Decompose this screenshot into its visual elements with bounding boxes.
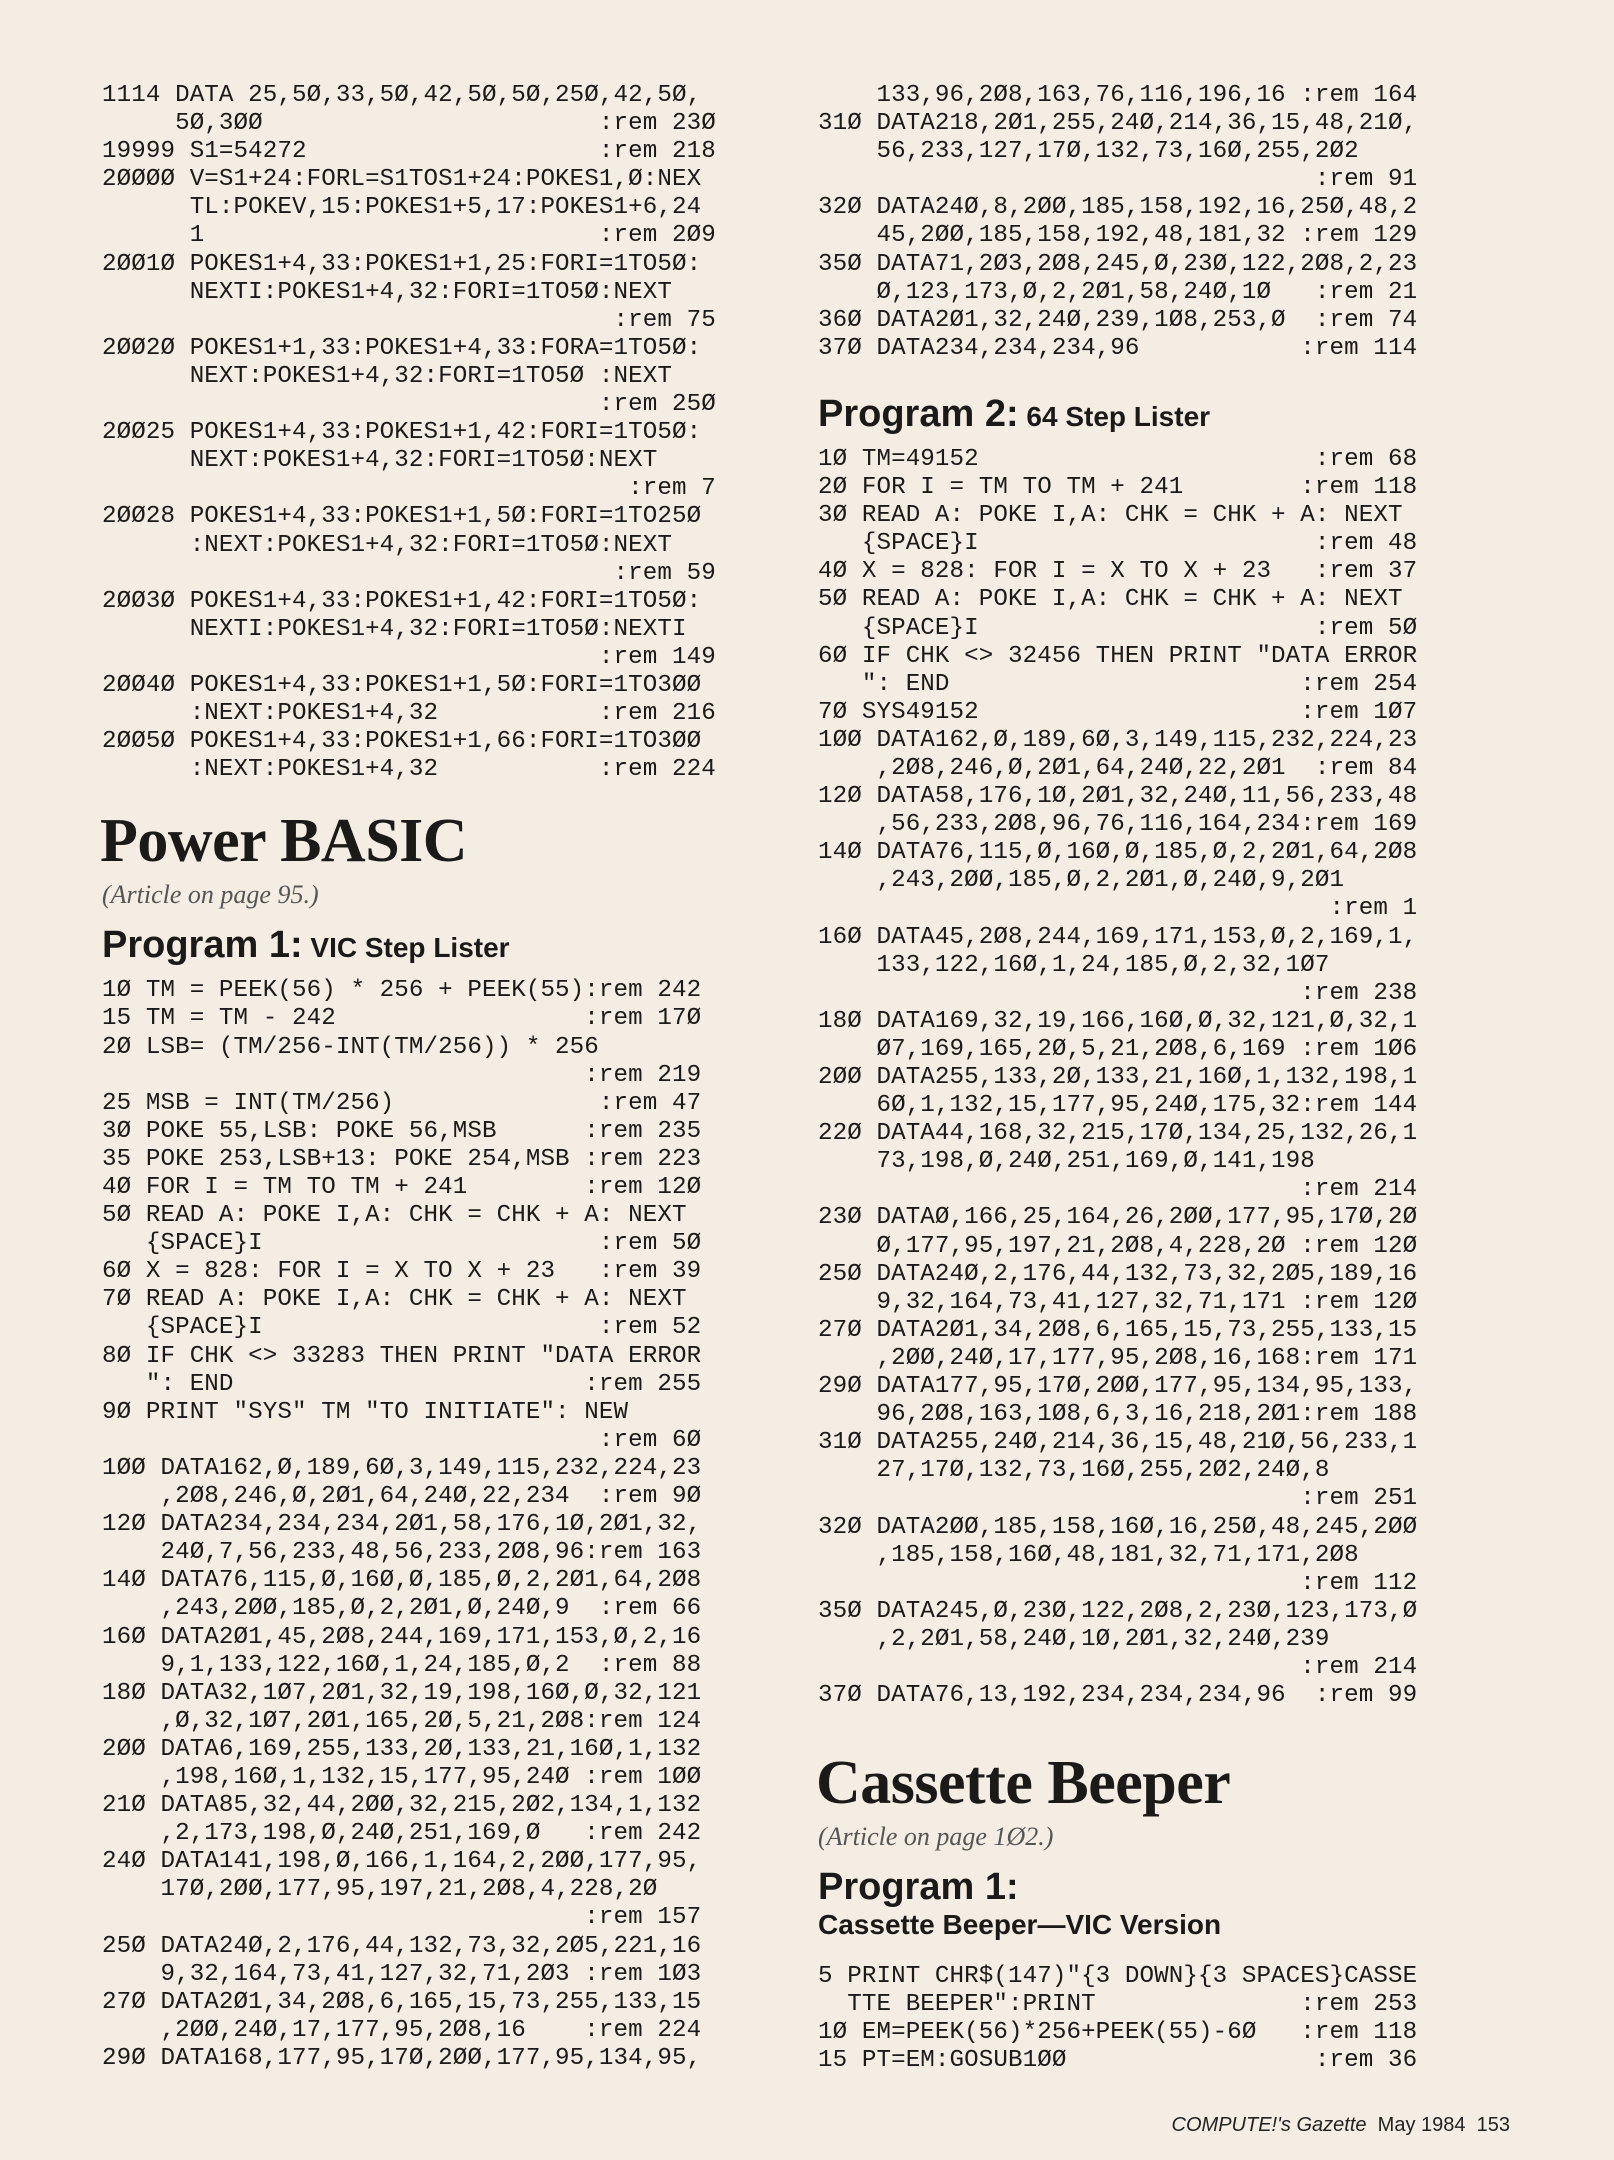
- code-line: 12Ø DATA234,234,234,2Ø1,58,176,1Ø,2Ø1,32,: [102, 1511, 702, 1539]
- code-line: 25Ø DATA24Ø,2,176,44,132,73,32,2Ø5,221,16: [102, 1932, 702, 1960]
- code-line: 1ØØ DATA162,Ø,189,6Ø,3,149,115,232,224,23: [102, 1454, 702, 1482]
- code-line: :rem 238: [818, 979, 1418, 1007]
- code-line: 16Ø DATA45,2Ø8,244,169,171,153,Ø,2,169,1,: [818, 923, 1418, 951]
- code-line: 27,17Ø,132,73,16Ø,255,2Ø2,24Ø,8: [818, 1457, 1330, 1485]
- code-line: 7Ø READ A: POKE I,A: CHK = CHK + A: NEXT: [102, 1286, 687, 1314]
- code-line: {SPACE}I :rem 5Ø: [818, 614, 1418, 642]
- section-title-cassette-beeper: Cassette Beeper: [816, 1749, 1231, 1818]
- code-line: 96,2Ø8,163,1Ø8,6,3,16,218,2Ø1:rem 188: [818, 1401, 1418, 1429]
- code-line: 133,96,2Ø8,163,76,116,196,16 :rem 164: [818, 82, 1418, 109]
- code-line: 37Ø DATA234,234,234,96 :rem 114: [818, 334, 1418, 362]
- code-line: 35Ø DATA71,2Ø3,2Ø8,245,Ø,23Ø,122,2Ø8,2,23: [818, 250, 1418, 278]
- code-line: 21Ø DATA85,32,44,2ØØ,32,215,2Ø2,134,1,132: [102, 1792, 702, 1820]
- code-line: ,198,16Ø,1,132,15,177,95,24Ø :rem 1ØØ: [102, 1763, 702, 1791]
- code-line: ,243,2ØØ,185,Ø,2,2Ø1,Ø,24Ø,9 :rem 66: [102, 1595, 702, 1623]
- code-line: :rem 214: [818, 1653, 1418, 1681]
- code-line: 2ØØ25 POKES1+4,33:POKES1+1,42:FORI=1TO5Ø:: [102, 419, 702, 447]
- code-line: 1ØØ DATA162,Ø,189,6Ø,3,149,115,232,224,23: [818, 726, 1418, 754]
- code-line: 9,32,164,73,41,127,32,71,2Ø3 :rem 1Ø3: [102, 1960, 702, 1988]
- code-line: :rem 149: [102, 643, 716, 671]
- code-line: ,185,158,16Ø,48,181,32,71,171,2Ø8: [818, 1541, 1359, 1569]
- program-heading: [818, 1866, 1512, 1909]
- code-listing-cassette-beeper: [818, 1963, 1512, 2075]
- code-line: 2ØØ DATA255,133,2Ø,133,21,16Ø,1,132,198,1: [818, 1064, 1418, 1091]
- code-line: 35Ø DATA245,Ø,23Ø,122,2Ø8,2,23Ø,123,173,Ø: [818, 1597, 1418, 1625]
- section-title-power-basic: Power BASIC: [100, 807, 468, 876]
- program-label: Program 1:: [818, 1866, 1019, 1909]
- code-line: 2ØØ3Ø POKES1+4,33:POKES1+1,42:FORI=1TO5Ø:: [102, 587, 702, 615]
- code-line: 16Ø DATA2Ø1,45,2Ø8,244,169,171,153,Ø,2,16: [102, 1623, 702, 1651]
- code-line: Ø7,169,165,2Ø,5,21,2Ø8,6,169 :rem 1Ø6: [818, 1035, 1418, 1063]
- code-line: NEXTI:POKES1+4,32:FORI=1TO5Ø:NEXT: [102, 278, 672, 306]
- code-line: ,2ØØ,24Ø,17,177,95,2Ø8,16,168:rem 171: [818, 1344, 1418, 1372]
- code-line: 5Ø,3ØØ :rem 23Ø: [102, 110, 716, 138]
- code-line: ,2,173,198,Ø,24Ø,251,169,Ø :rem 242: [102, 1820, 702, 1848]
- code-line: 25Ø DATA24Ø,2,176,44,132,73,32,2Ø5,189,16: [818, 1260, 1418, 1288]
- code-line: :rem 25Ø: [102, 391, 716, 419]
- code-line: 2Ø LSB= (TM/256-INT(TM/256)) * 256: [102, 1033, 599, 1061]
- code-line: ,2,2Ø1,58,24Ø,1Ø,2Ø1,32,24Ø,239: [818, 1625, 1330, 1653]
- program-heading: [102, 924, 786, 967]
- code-listing-continued: [102, 82, 786, 784]
- code-line: Ø,177,95,197,21,2Ø8,4,228,2Ø :rem 12Ø: [818, 1232, 1418, 1260]
- code-line: 2ØØ5Ø POKES1+4,33:POKES1+1,66:FORI=1TO3ØØ: [102, 728, 702, 756]
- left-column: [102, 82, 786, 2073]
- code-line: 27Ø DATA2Ø1,34,2Ø8,6,165,15,73,255,133,15: [102, 1988, 702, 2016]
- code-line: 2ØØ DATA6,169,255,133,2Ø,133,21,16Ø,1,132: [102, 1735, 702, 1763]
- program-name: VIC Step Lister: [302, 932, 510, 964]
- code-line: 1Ø TM=49152 :rem 68: [818, 445, 1418, 473]
- code-line: :NEXT:POKES1+4,32 :rem 216: [102, 700, 716, 728]
- code-line: 133,122,16Ø,1,24,185,Ø,2,32,1Ø7: [818, 951, 1330, 979]
- code-line: ,Ø,32,1Ø7,2Ø1,165,2Ø,5,21,2Ø8:rem 124: [102, 1707, 702, 1735]
- code-line: :rem 75: [102, 306, 716, 334]
- code-line: 73,198,Ø,24Ø,251,169,Ø,141,198: [818, 1148, 1315, 1176]
- code-line: ,56,233,2Ø8,96,76,116,164,234:rem 169: [818, 811, 1418, 839]
- code-line: 24Ø DATA141,198,Ø,166,1,164,2,2ØØ,177,95,: [102, 1848, 702, 1876]
- code-line: 2ØØ4Ø POKES1+4,33:POKES1+1,5Ø:FORI=1TO3ØØ: [102, 671, 702, 699]
- code-line: 32Ø DATA24Ø,8,2ØØ,185,158,192,16,25Ø,48,2: [818, 194, 1418, 222]
- code-line: TTE BEEPER":PRINT :rem 253: [818, 1991, 1418, 2019]
- code-line: 9Ø PRINT "SYS" TM "TO INITIATE": NEW: [102, 1398, 629, 1426]
- code-line: Ø,123,173,Ø,2,2Ø1,58,24Ø,1Ø :rem 21: [818, 278, 1418, 306]
- program-label: Program 2:: [818, 392, 1019, 435]
- code-line: 3Ø READ A: POKE I,A: CHK = CHK + A: NEXT: [818, 502, 1403, 530]
- code-line: 27Ø DATA2Ø1,34,2Ø8,6,165,15,73,255,133,15: [818, 1316, 1418, 1344]
- code-line: 1 :rem 2Ø9: [102, 222, 716, 250]
- code-line: 24Ø,7,56,233,48,56,233,2Ø8,96:rem 163: [102, 1539, 702, 1567]
- article-reference: (Article on page 1Ø2.): [818, 1822, 1054, 1852]
- code-line: 9,1,133,122,16Ø,1,24,185,Ø,2 :rem 88: [102, 1651, 702, 1679]
- right-column: [818, 82, 1512, 2076]
- code-line: :rem 1: [818, 895, 1418, 923]
- code-line: 5Ø READ A: POKE I,A: CHK = CHK + A: NEXT: [102, 1202, 687, 1230]
- code-line: {SPACE}I :rem 52: [102, 1314, 702, 1342]
- code-line: :rem 214: [818, 1176, 1418, 1204]
- code-line: NEXT:POKES1+4,32:FORI=1TO5Ø :NEXT: [102, 362, 672, 390]
- code-line: 37Ø DATA76,13,192,234,234,234,96 :rem 99: [818, 1682, 1418, 1710]
- code-line: 18Ø DATA32,1Ø7,2Ø1,32,19,198,16Ø,Ø,32,121: [102, 1679, 702, 1707]
- code-line: 19999 S1=54272 :rem 218: [102, 138, 716, 166]
- code-line: 56,233,127,17Ø,132,73,16Ø,255,2Ø2: [818, 138, 1359, 166]
- code-line: :rem 6Ø: [102, 1426, 702, 1454]
- code-line: 35 POKE 253,LSB+13: POKE 254,MSB :rem 223: [102, 1145, 702, 1173]
- code-listing-vic-step-lister: [102, 977, 786, 2073]
- code-line: 7Ø SYS49152 :rem 1Ø7: [818, 698, 1418, 726]
- code-line: 6Ø IF CHK <> 32456 THEN PRINT "DATA ERROR: [818, 642, 1418, 670]
- code-line: 2ØØ1Ø POKES1+4,33:POKES1+1,25:FORI=1TO5Ø:: [102, 250, 702, 278]
- code-line: 15 PT=EM:GOSUB1ØØ :rem 36: [818, 2047, 1418, 2075]
- program-subtitle: Cassette Beeper—VIC Version: [818, 1909, 1222, 1941]
- code-line: 14Ø DATA76,115,Ø,16Ø,Ø,185,Ø,2,2Ø1,64,2Ø8: [102, 1567, 702, 1595]
- code-line: 9,32,164,73,41,127,32,71,171 :rem 12Ø: [818, 1288, 1418, 1316]
- page-footer: [1172, 2114, 1510, 2137]
- code-line: 12Ø DATA58,176,1Ø,2Ø1,32,24Ø,11,56,233,48: [818, 783, 1418, 811]
- code-line: :rem 219: [102, 1061, 702, 1089]
- page-number: 153: [1476, 2114, 1510, 2136]
- code-line: 31Ø DATA218,2Ø1,255,24Ø,214,36,15,48,21Ø,: [818, 110, 1418, 138]
- code-line: :rem 157: [102, 1904, 702, 1932]
- code-line: :rem 59: [102, 559, 716, 587]
- code-line: 15 TM = TM - 242 :rem 17Ø: [102, 1005, 702, 1033]
- code-line: 22Ø DATA44,168,32,215,17Ø,134,25,132,26,1: [818, 1120, 1418, 1148]
- code-line: :rem 251: [818, 1485, 1418, 1513]
- code-line: TL:POKEV,15:POKES1+5,17:POKES1+6,24: [102, 194, 702, 222]
- code-line: 14Ø DATA76,115,Ø,16Ø,Ø,185,Ø,2,2Ø1,64,2Ø8: [818, 839, 1418, 867]
- code-line: NEXTI:POKES1+4,32:FORI=1TO5Ø:NEXTI: [102, 615, 687, 643]
- code-listing-64-step-lister: [818, 446, 1512, 1710]
- code-listing-continued: [818, 82, 1512, 363]
- code-line: 6Ø,1,132,15,177,95,24Ø,175,32:rem 144: [818, 1092, 1418, 1120]
- program-label: Program 1:: [102, 924, 303, 967]
- code-line: ,2Ø8,246,Ø,2Ø1,64,24Ø,22,2Ø1 :rem 84: [818, 754, 1418, 782]
- code-line: 1114 DATA 25,5Ø,33,5Ø,42,5Ø,5Ø,25Ø,42,5Ø,: [102, 82, 702, 109]
- code-line: :rem 112: [818, 1569, 1418, 1597]
- code-line: 2ØØ28 POKES1+4,33:POKES1+1,5Ø:FORI=1TO25Ø: [102, 503, 702, 531]
- code-line: 5Ø READ A: POKE I,A: CHK = CHK + A: NEXT: [818, 586, 1403, 614]
- code-line: 8Ø IF CHK <> 33283 THEN PRINT "DATA ERROR: [102, 1342, 702, 1370]
- code-line: 17Ø,2ØØ,177,95,197,21,2Ø8,4,228,2Ø: [102, 1876, 658, 1904]
- code-line: 45,2ØØ,185,158,192,48,181,32 :rem 129: [818, 222, 1418, 250]
- code-line: 4Ø FOR I = TM TO TM + 241 :rem 12Ø: [102, 1174, 702, 1201]
- code-line: 29Ø DATA177,95,17Ø,2ØØ,177,95,134,95,133,: [818, 1373, 1418, 1401]
- code-line: 23Ø DATAØ,166,25,164,26,2ØØ,177,95,17Ø,2Ø: [818, 1204, 1418, 1232]
- code-line: :rem 91: [818, 166, 1418, 194]
- code-line: 31Ø DATA255,24Ø,214,36,15,48,21Ø,56,233,1: [818, 1429, 1418, 1457]
- code-line: 3Ø POKE 55,LSB: POKE 56,MSB :rem 235: [102, 1117, 702, 1145]
- code-line: 5 PRINT CHR$(147)"{3 DOWN}{3 SPACES}CASSE: [818, 1963, 1418, 1991]
- code-line: 32Ø DATA2ØØ,185,158,16Ø,16,25Ø,48,245,2ØØ: [818, 1513, 1418, 1541]
- code-line: ,2ØØ,24Ø,17,177,95,2Ø8,16 :rem 224: [102, 2016, 702, 2044]
- issue-date: May 1984: [1377, 2114, 1466, 2136]
- code-line: ,243,2ØØ,185,Ø,2,2Ø1,Ø,24Ø,9,2Ø1: [818, 867, 1345, 895]
- code-line: 18Ø DATA169,32,19,166,16Ø,Ø,32,121,Ø,32,1: [818, 1007, 1418, 1035]
- code-line: :rem 7: [102, 475, 716, 503]
- code-line: {SPACE}I :rem 48: [818, 530, 1418, 558]
- code-line: 2ØØ2Ø POKES1+1,33:POKES1+4,33:FORA=1TO5Ø:: [102, 334, 702, 362]
- code-line: NEXT:POKES1+4,32:FORI=1TO5Ø:NEXT: [102, 447, 658, 475]
- code-line: :NEXT:POKES1+4,32:FORI=1TO5Ø:NEXT: [102, 531, 672, 559]
- code-line: :NEXT:POKES1+4,32 :rem 224: [102, 756, 716, 784]
- magazine-name: COMPUTE!'s Gazette: [1171, 2114, 1367, 2136]
- code-line: 6Ø X = 828: FOR I = X TO X + 23 :rem 39: [102, 1258, 702, 1286]
- code-line: ,2Ø8,246,Ø,2Ø1,64,24Ø,22,234 :rem 9Ø: [102, 1483, 702, 1511]
- code-line: 1Ø EM=PEEK(56)*256+PEEK(55)-6Ø :rem 118: [818, 2019, 1418, 2047]
- code-line: {SPACE}I :rem 5Ø: [102, 1230, 702, 1258]
- article-reference: (Article on page 95.): [102, 880, 319, 910]
- code-line: 29Ø DATA168,177,95,17Ø,2ØØ,177,95,134,95,: [102, 2044, 702, 2072]
- code-line: ": END :rem 255: [102, 1370, 702, 1398]
- code-line: 4Ø X = 828: FOR I = X TO X + 23 :rem 37: [818, 558, 1418, 586]
- code-line: 2ØØØØ V=S1+24:FORL=S1TOS1+24:POKES1,Ø:NEX: [102, 166, 702, 194]
- code-line: 1Ø TM = PEEK(56) * 256 + PEEK(55):rem 242: [102, 977, 702, 1005]
- program-heading: [818, 393, 1512, 436]
- code-line: 36Ø DATA2Ø1,32,24Ø,239,1Ø8,253,Ø :rem 74: [818, 306, 1418, 334]
- code-line: 2Ø FOR I = TM TO TM + 241 :rem 118: [818, 474, 1418, 502]
- code-line: 25 MSB = INT(TM/256) :rem 47: [102, 1089, 702, 1117]
- code-line: ": END :rem 254: [818, 670, 1418, 698]
- program-name: 64 Step Lister: [1018, 400, 1211, 432]
